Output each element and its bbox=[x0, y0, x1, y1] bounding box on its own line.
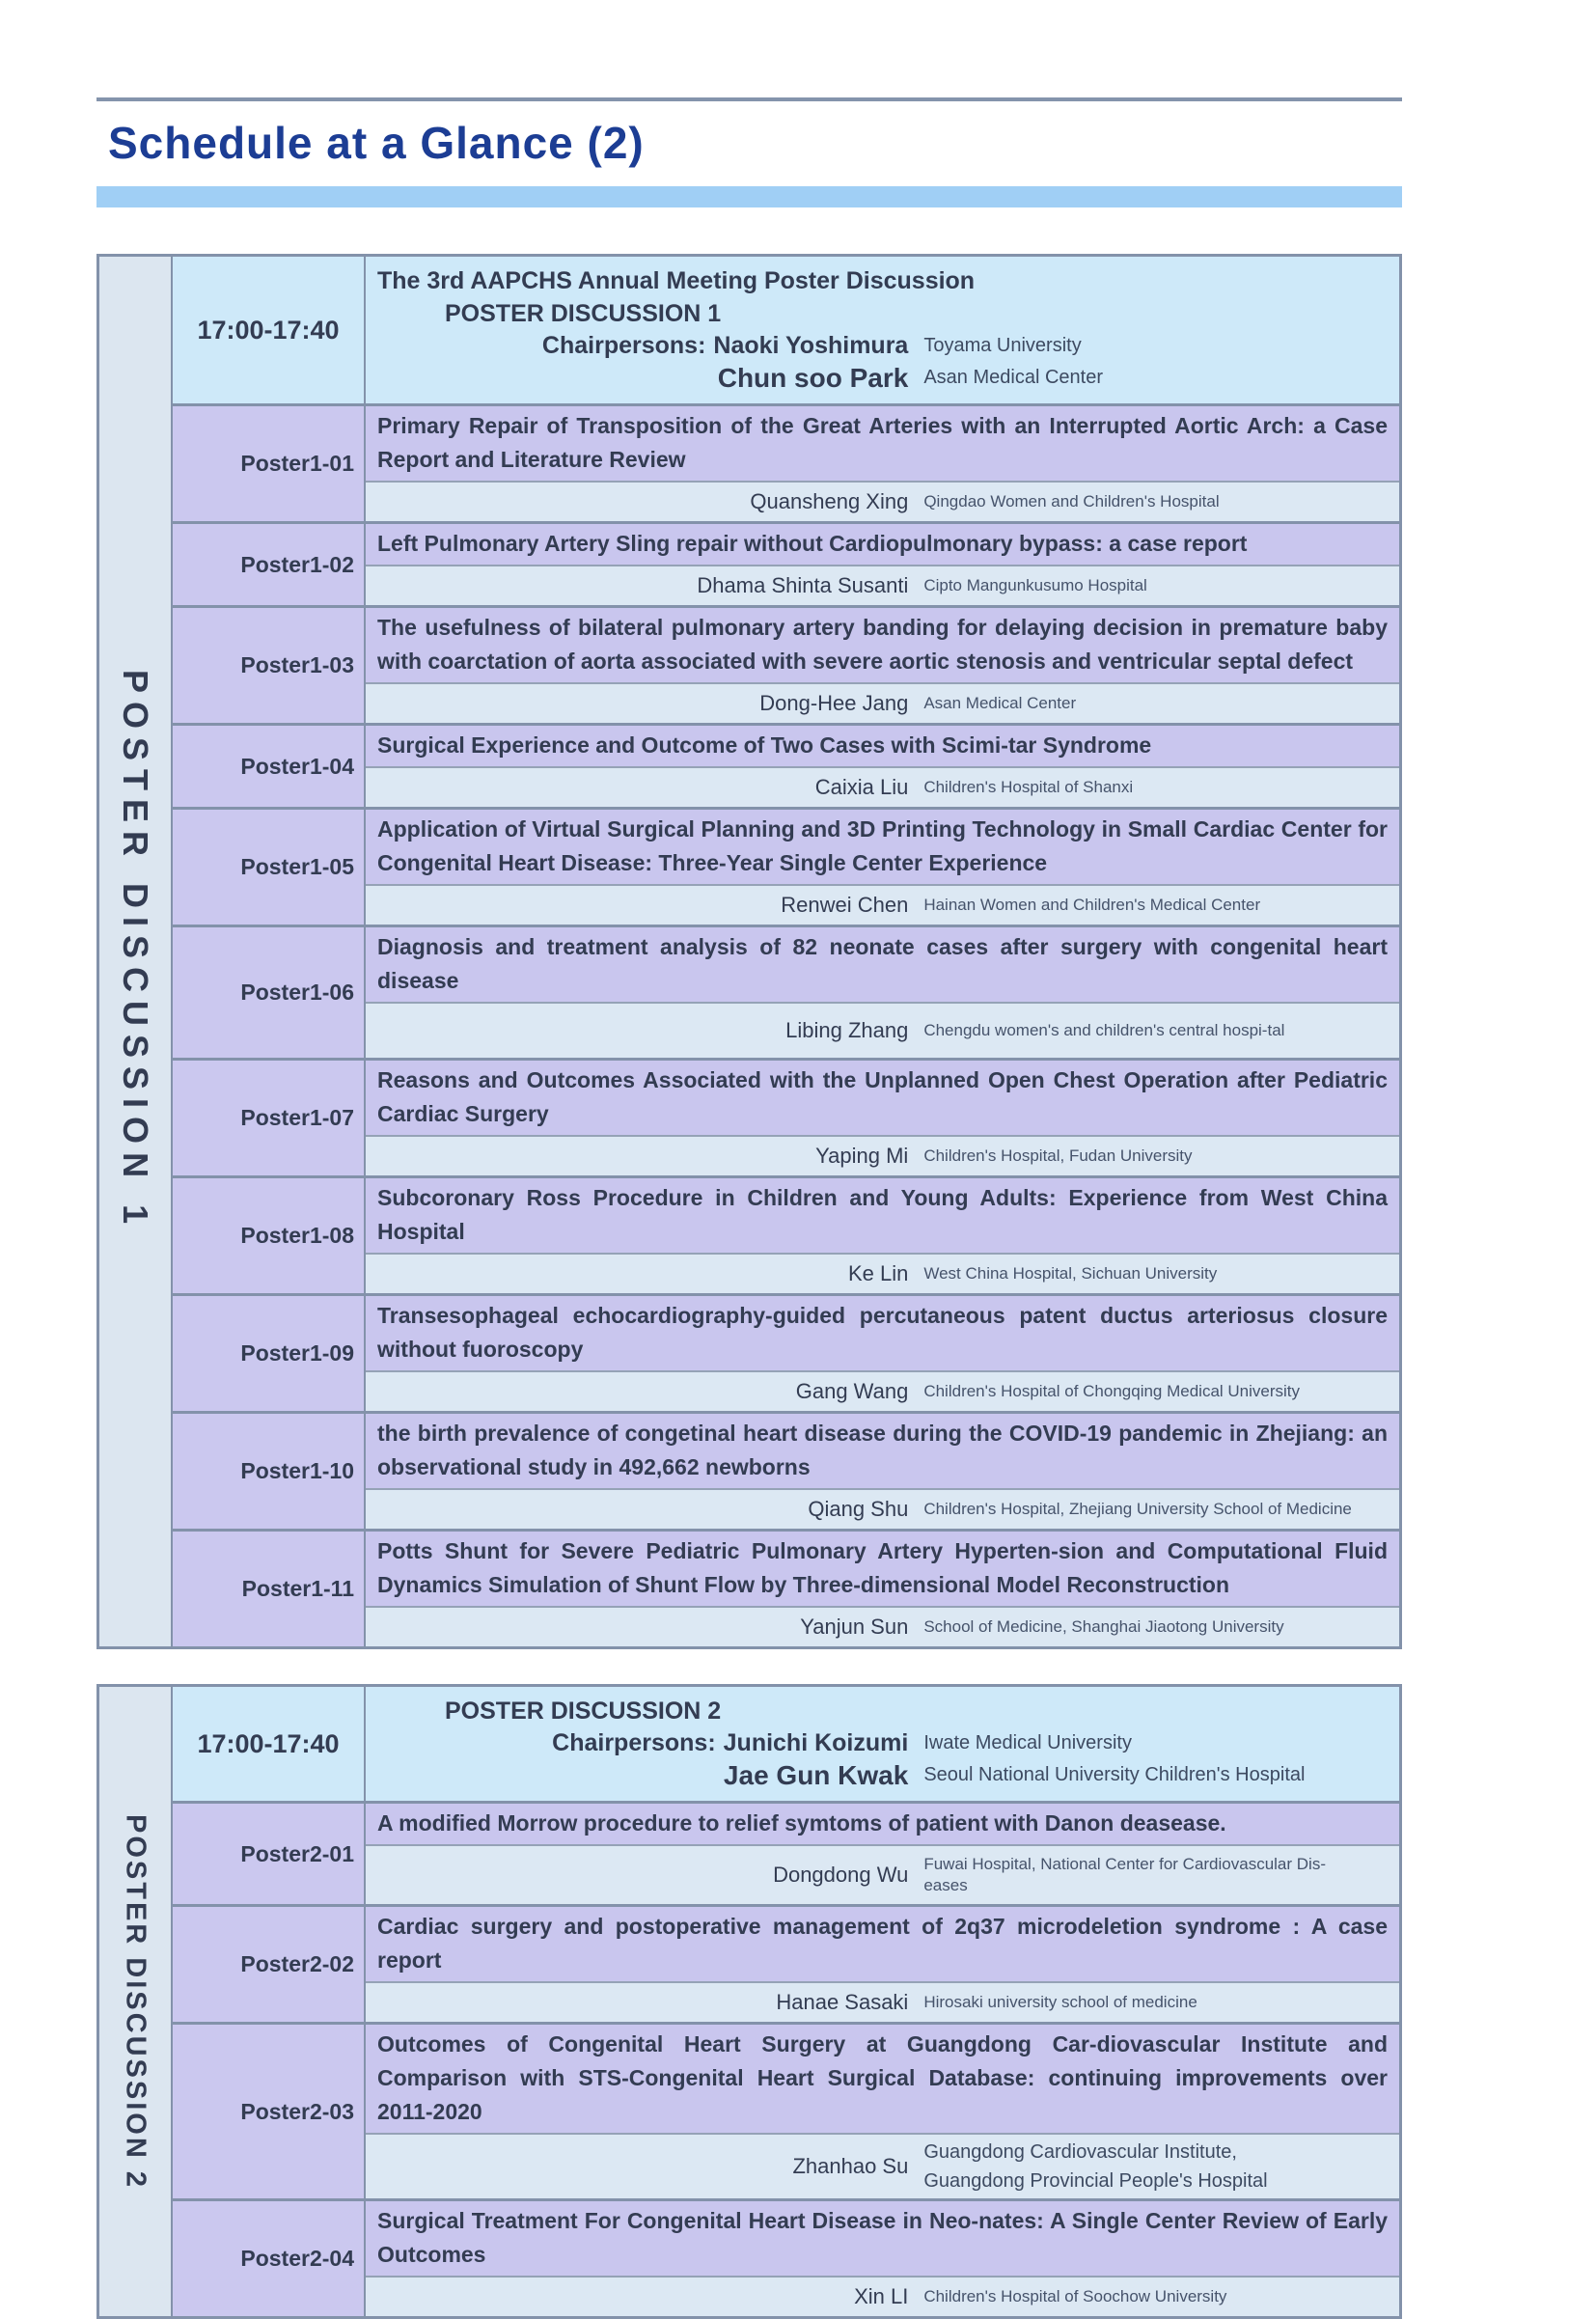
poster-code: Poster1-10 bbox=[173, 1414, 366, 1529]
session-1-time-cell bbox=[173, 257, 366, 403]
poster-code: Poster2-02 bbox=[173, 1907, 366, 2022]
poster-row-2-02 bbox=[173, 1907, 1399, 2025]
session-2-header-content bbox=[366, 1687, 1399, 1801]
session-2-title: POSTER DISCUSSION 2 bbox=[445, 1698, 722, 1725]
author-affiliation: Children's Hospital, Fudan University bbox=[923, 1146, 1193, 1165]
author-affiliation: Guangdong Cardiovascular Institute, Guangdong Provincial People's Hospital bbox=[923, 2141, 1268, 2192]
poster-author-row bbox=[366, 483, 1399, 521]
chairperson-2-affiliation: Seoul National University Children's Hospital bbox=[923, 1764, 1306, 1785]
author-affiliation: Chengdu women's and children's central hospi-tal bbox=[923, 1021, 1285, 1039]
poster-row-1-01 bbox=[173, 406, 1399, 524]
side-label-cell-2 bbox=[99, 1687, 173, 2316]
author-affiliation: Children's Hospital of Shanxi bbox=[923, 778, 1134, 796]
poster-code: Poster1-04 bbox=[173, 726, 366, 807]
poster-code: Poster1-03 bbox=[173, 608, 366, 723]
page-content bbox=[96, 0, 1402, 2319]
poster-title: the birth prevalence of congetinal heart disease during the COVID-19 pandemic in Zhejiang: an observational study in 492,662 newborns bbox=[366, 1414, 1399, 1490]
poster-author-row bbox=[366, 886, 1399, 925]
author-affiliation: Asan Medical Center bbox=[923, 694, 1077, 712]
poster-title: Outcomes of Congenital Heart Surgery at Guangdong Car-diovascular Institute and Comparison with STS-Congenital Heart Surgical Database: continuing improvements over 2011-2020 bbox=[366, 2025, 1399, 2135]
chairperson-1-name bbox=[366, 1727, 923, 1759]
session-2-time: 17:00-17:40 bbox=[197, 1728, 340, 1758]
author-name: Yanjun Sun bbox=[800, 1615, 909, 1639]
chairperson-2-name: Jae Gun Kwak bbox=[723, 1760, 909, 1790]
poster-author-row bbox=[366, 1490, 1399, 1529]
author-name: Gang Wang bbox=[795, 1379, 909, 1403]
poster-code: Poster2-04 bbox=[173, 2201, 366, 2316]
side-label-2: POSTER DISCUSSION 2 bbox=[120, 1813, 151, 2190]
poster-code: Poster1-05 bbox=[173, 810, 366, 925]
chair-row bbox=[366, 1759, 1399, 1791]
poster-title: The usefulness of bilateral pulmonary artery banding for delaying decision in premature baby with coarctation of aorta associated with severe aortic stenosis and ventricular septal defect bbox=[366, 608, 1399, 684]
chairperson-1-name bbox=[366, 330, 923, 362]
poster-author-row bbox=[366, 684, 1399, 723]
author-affiliation: Children's Hospital of Chongqing Medical University bbox=[923, 1382, 1301, 1400]
author-affiliation: Cipto Mangunkusumo Hospital bbox=[923, 576, 1147, 594]
poster-author-row bbox=[366, 1137, 1399, 1175]
poster-title: Diagnosis and treatment analysis of 82 neonate cases after surgery with congenital heart disease bbox=[366, 927, 1399, 1004]
author-name: Qiang Shu bbox=[808, 1497, 909, 1521]
poster-title: A modified Morrow procedure to relief symtoms of patient with Danon deasease. bbox=[366, 1804, 1399, 1846]
poster-code: Poster1-06 bbox=[173, 927, 366, 1058]
author-name: Hanae Sasaki bbox=[776, 1990, 909, 2014]
poster-code: Poster2-03 bbox=[173, 2025, 366, 2198]
author-name: Dong-Hee Jang bbox=[759, 691, 909, 715]
poster-code: Poster1-08 bbox=[173, 1178, 366, 1293]
poster-title: Transesophageal echocardiography-guided percutaneous patent ductus arteriosus closure without fuoroscopy bbox=[366, 1296, 1399, 1372]
poster-row-1-11 bbox=[173, 1532, 1399, 1646]
author-name: Yaping Mi bbox=[815, 1144, 909, 1168]
author-affiliation: Fuwai Hospital, National Center for Cardiovascular Dis-eases bbox=[923, 1855, 1326, 1894]
author-name: Libing Zhang bbox=[785, 1018, 909, 1042]
poster-row-1-05 bbox=[173, 810, 1399, 927]
poster-row-1-02 bbox=[173, 524, 1399, 608]
meeting-title: The 3rd AAPCHS Annual Meeting Poster Discussion bbox=[377, 267, 976, 294]
poster-author-row bbox=[366, 1846, 1399, 1904]
poster-author-row bbox=[366, 1372, 1399, 1411]
poster-row-2-04 bbox=[173, 2201, 1399, 2316]
author-affiliation: West China Hospital, Sichuan University bbox=[923, 1264, 1218, 1283]
poster-title: Subcoronary Ross Procedure in Children and Young Adults: Experience from West China Hospital bbox=[366, 1178, 1399, 1255]
chairpersons-label: Chairpersons: bbox=[552, 1729, 716, 1756]
page-title: Schedule at a Glance (2) bbox=[108, 118, 645, 168]
chair-row bbox=[366, 330, 1399, 362]
poster-row-1-10 bbox=[173, 1414, 1399, 1532]
author-name: Xin LI bbox=[854, 2284, 909, 2308]
poster-title: Surgical Experience and Outcome of Two Cases with Scimi-tar Syndrome bbox=[366, 726, 1399, 768]
chair-name: Naoki Yoshimura bbox=[713, 332, 909, 359]
table-2-rows bbox=[173, 1687, 1399, 2316]
session-1-time: 17:00-17:40 bbox=[197, 315, 340, 345]
author-affiliation: School of Medicine, Shanghai Jiaotong University bbox=[923, 1617, 1284, 1636]
author-affiliation: Hirosaki university school of medicine bbox=[923, 1993, 1197, 2011]
poster-code: Poster1-02 bbox=[173, 524, 366, 605]
poster-title: Primary Repair of Transposition of the Great Arteries with an Interrupted Aortic Arch: a Case Report and Literature Review bbox=[366, 406, 1399, 483]
top-rule-divider bbox=[96, 97, 1402, 101]
author-name: Zhanhao Su bbox=[792, 2154, 909, 2178]
chair-row bbox=[366, 1727, 1399, 1759]
poster-row-1-06 bbox=[173, 927, 1399, 1061]
author-name: Caixia Liu bbox=[814, 775, 909, 799]
author-affiliation: Hainan Women and Children's Medical Center bbox=[923, 896, 1261, 914]
poster-row-1-08 bbox=[173, 1178, 1399, 1296]
poster-row-2-01 bbox=[173, 1804, 1399, 1907]
poster-author-row bbox=[366, 2278, 1399, 2316]
poster-code: Poster1-07 bbox=[173, 1061, 366, 1175]
poster-author-row bbox=[366, 1255, 1399, 1293]
session-1-header-content bbox=[366, 257, 1399, 403]
poster-author-row bbox=[366, 2135, 1399, 2198]
author-name: Quansheng Xing bbox=[750, 489, 909, 513]
chairperson-1-affiliation: Toyama University bbox=[923, 335, 1082, 356]
poster-author-row bbox=[366, 1608, 1399, 1646]
author-name: Renwei Chen bbox=[781, 893, 909, 917]
poster-discussion-2-table bbox=[96, 1684, 1402, 2319]
chairperson-2-affiliation: Asan Medical Center bbox=[923, 367, 1103, 388]
author-name: Ke Lin bbox=[847, 1261, 909, 1285]
author-name: Dongdong Wu bbox=[773, 1863, 909, 1887]
session-2-time-cell bbox=[173, 1687, 366, 1801]
author-affiliation: Children's Hospital, Zhejiang University School of Medicine bbox=[923, 1500, 1352, 1518]
poster-title: Reasons and Outcomes Associated with the Unplanned Open Chest Operation after Pediatric Cardiac Surgery bbox=[366, 1061, 1399, 1137]
author-affiliation: Children's Hospital of Soochow University bbox=[923, 2287, 1227, 2305]
poster-row-2-03 bbox=[173, 2025, 1399, 2201]
poster-author-row bbox=[366, 1004, 1399, 1058]
poster-title: Cardiac surgery and postoperative management of 2q37 microdeletion syndrome : A case report bbox=[366, 1907, 1399, 1983]
table-1-rows bbox=[173, 257, 1399, 1646]
author-affiliation: Qingdao Women and Children's Hospital bbox=[923, 492, 1220, 511]
session-1-title: POSTER DISCUSSION 1 bbox=[445, 300, 722, 327]
poster-row-1-03 bbox=[173, 608, 1399, 726]
poster-author-row bbox=[366, 1983, 1399, 2022]
author-name: Dhama Shinta Susanti bbox=[697, 573, 909, 597]
poster-row-1-07 bbox=[173, 1061, 1399, 1178]
chair-name: Junichi Koizumi bbox=[723, 1729, 909, 1756]
session-1-header-row bbox=[173, 257, 1399, 406]
poster-code: Poster1-01 bbox=[173, 406, 366, 521]
poster-row-1-04 bbox=[173, 726, 1399, 810]
poster-code: Poster1-11 bbox=[173, 1532, 366, 1646]
chair-row bbox=[366, 362, 1399, 394]
poster-row-1-09 bbox=[173, 1296, 1399, 1414]
side-label-1: POSTER DISCUSSION 1 bbox=[116, 670, 155, 1233]
session-2-header-row bbox=[173, 1687, 1399, 1804]
chairperson-1-affiliation: Iwate Medical University bbox=[923, 1732, 1132, 1753]
poster-code: Poster1-09 bbox=[173, 1296, 366, 1411]
chairperson-2-name: Chun soo Park bbox=[717, 363, 909, 393]
accent-bar bbox=[96, 186, 1402, 207]
poster-code: Poster2-01 bbox=[173, 1804, 366, 1904]
poster-title: Left Pulmonary Artery Sling repair without Cardiopulmonary bypass: a case report bbox=[366, 524, 1399, 566]
side-label-cell-1 bbox=[99, 257, 173, 1646]
poster-author-row bbox=[366, 768, 1399, 807]
poster-discussion-1-table bbox=[96, 254, 1402, 1649]
chairpersons-label: Chairpersons: bbox=[541, 332, 706, 359]
poster-title: Potts Shunt for Severe Pediatric Pulmonary Artery Hyperten-sion and Computational Fluid Dynamics Simulation of Shunt Flow by Three-dimensional Model Reconstruction bbox=[366, 1532, 1399, 1608]
poster-title: Application of Virtual Surgical Planning and 3D Printing Technology in Small Cardiac Center for Congenital Heart Disease: Three-Year Single Center Experience bbox=[366, 810, 1399, 886]
poster-title: Surgical Treatment For Congenital Heart Disease in Neo-nates: A Single Center Review of Early Outcomes bbox=[366, 2201, 1399, 2278]
poster-author-row bbox=[366, 566, 1399, 605]
